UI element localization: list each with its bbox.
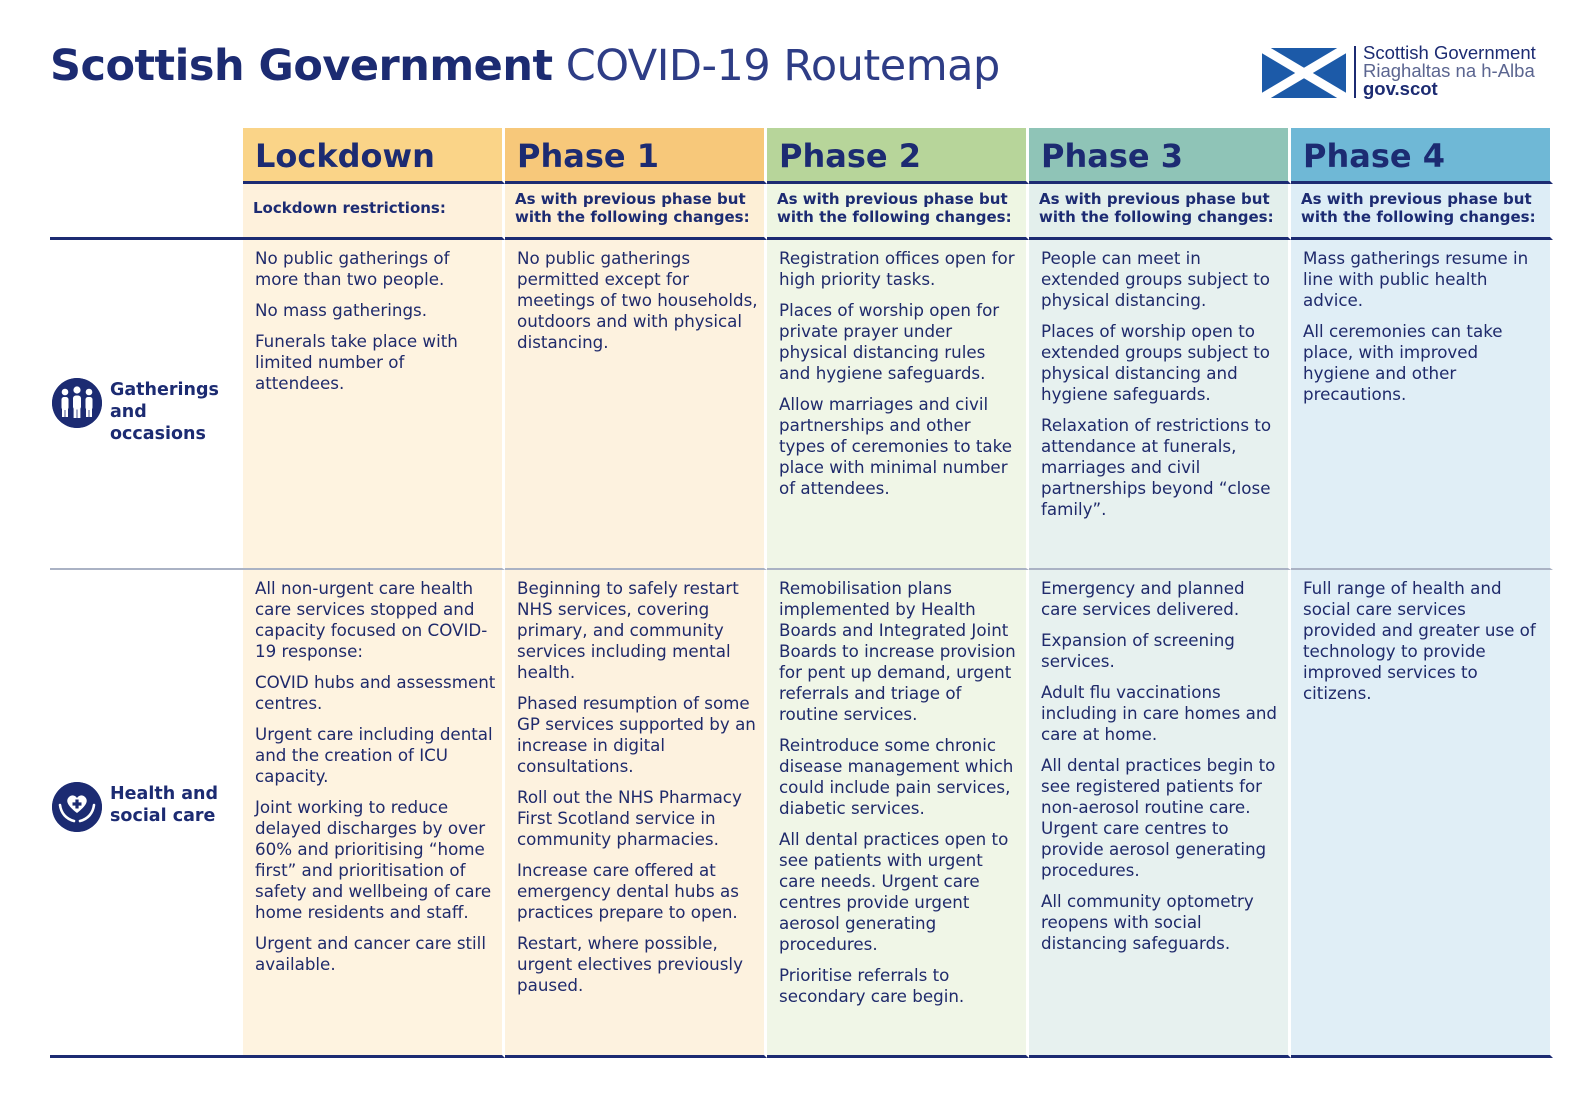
cell-text: Places of worship open to extended groups subject to physical distancing and hygiene safeguards. [1041, 321, 1270, 404]
phase-header-phase-3: Phase 3 [1029, 128, 1291, 184]
cell-health-lockdown [243, 570, 505, 1058]
phase-header-phase-2: Phase 2 [767, 128, 1029, 184]
category-label-gatherings: Gatherings and occasions [110, 380, 219, 444]
logo-divider [1354, 46, 1356, 98]
page-title [50, 40, 1000, 92]
cell-text: No mass gatherings. [255, 300, 428, 320]
category-label-health: Health and social care [110, 784, 219, 826]
cell-text: Relaxation of restrictions to attendance at funerals, marriages and civil partnerships beyond “close family”. [1041, 415, 1272, 519]
logo-text [1363, 44, 1536, 98]
routemap-table [50, 128, 1553, 1058]
category-health [50, 570, 243, 1058]
cell-gatherings-phase-1 [505, 240, 767, 570]
cell-text: No public gatherings permitted except for meetings of two households, outdoors and with physical distancing. [517, 248, 758, 352]
cell-text: Roll out the NHS Pharmacy First Scotland service in community pharmacies. [517, 787, 742, 849]
phase-subtitle-phase-1: As with previous phase but with the following changes: [505, 184, 767, 240]
cell-text: Prioritise referrals to secondary care begin. [779, 965, 965, 1006]
cell-text: COVID hubs and assessment centres. [255, 672, 496, 713]
cell-text: Places of worship open for private prayer under physical distancing rules and hygiene safeguards. [779, 300, 1000, 383]
cell-text: Reintroduce some chronic disease management which could include pain services, diabetic services. [779, 735, 1014, 818]
cell-text: No public gatherings of more than two people. [255, 248, 450, 289]
cell-text: Full range of health and social care services provided and greater use of technology to provide improved services to citizens. [1303, 578, 1536, 703]
phase-subtitle-lockdown: Lockdown restrictions: [243, 184, 505, 240]
cell-health-phase-1 [505, 570, 767, 1058]
cell-text: Allow marriages and civil partnerships and other types of ceremonies to take place with minimal number of attendees. [779, 394, 1012, 498]
phase-header-phase-4: Phase 4 [1291, 128, 1553, 184]
phase-subtitle-phase-2: As with previous phase but with the following changes: [767, 184, 1029, 240]
phase-header-lockdown: Lockdown [243, 128, 505, 184]
cell-text: Phased resumption of some GP services supported by an increase in digital consultations. [517, 693, 756, 776]
title-regular: COVID-19 Routemap [565, 41, 1000, 91]
logo-line-2: Riaghaltas na h-Alba [1363, 60, 1535, 81]
people-group-icon [52, 378, 102, 428]
cell-text: Expansion of screening services. [1041, 630, 1235, 671]
cell-text: Adult flu vaccinations including in care homes and care at home. [1041, 682, 1277, 744]
cell-health-phase-3 [1029, 570, 1291, 1058]
cell-text: Urgent and cancer care still available. [255, 933, 486, 974]
cell-gatherings-phase-2 [767, 240, 1029, 570]
cell-text: Joint working to reduce delayed discharges by over 60% and prioritising “home first” and prioritisation of safety and wellbeing of care home residents and staff. [255, 797, 492, 922]
cell-text: Beginning to safely restart NHS services, covering primary, and community services including mental health. [517, 578, 739, 682]
header-spacer [50, 128, 243, 184]
cell-text: All community optometry reopens with social distancing safeguards. [1041, 891, 1254, 953]
cell-text: All non-urgent care health care services stopped and capacity focused on COVID-19 response: [255, 578, 488, 661]
cell-gatherings-phase-4 [1291, 240, 1553, 570]
cell-text: Remobilisation plans implemented by Health Boards and Integrated Joint Boards to increase provision for pent up demand, urgent referrals and triage of routine services. [779, 578, 1016, 724]
cell-gatherings-phase-3 [1029, 240, 1291, 570]
cell-text: All ceremonies can take place, with improved hygiene and other precautions. [1303, 321, 1503, 404]
phase-subtitle-phase-4: As with previous phase but with the following changes: [1291, 184, 1553, 240]
cell-gatherings-lockdown [243, 240, 505, 570]
cell-text: Restart, where possible, urgent electives previously paused. [517, 933, 743, 995]
subtitle-spacer [50, 184, 243, 240]
cell-text: Registration offices open for high priority tasks. [779, 248, 1015, 289]
cell-text: Emergency and planned care services delivered. [1041, 578, 1245, 619]
category-gatherings [50, 240, 243, 570]
scottish-government-logo [1262, 44, 1562, 100]
cell-text: Increase care offered at emergency dental hubs as practices prepare to open. [517, 860, 739, 922]
cell-text: All dental practices open to see patients with urgent care needs. Urgent care centres provide urgent aerosol generating procedures. [779, 829, 1009, 954]
cell-text: All dental practices begin to see registered patients for non-aerosol routine care. Urgent care centres to provide aerosol generating procedures. [1041, 755, 1276, 880]
cell-text: Urgent care including dental and the creation of ICU capacity. [255, 724, 493, 786]
title-bold: Scottish Government [50, 41, 553, 91]
heart-hands-icon [52, 782, 102, 832]
phase-header-phase-1: Phase 1 [505, 128, 767, 184]
cell-health-phase-2 [767, 570, 1029, 1058]
logo-line-3: gov.scot [1363, 78, 1438, 99]
cell-text: Mass gatherings resume in line with public health advice. [1303, 248, 1529, 310]
phase-subtitle-phase-3: As with previous phase but with the following changes: [1029, 184, 1291, 240]
cell-text: People can meet in extended groups subject to physical distancing. [1041, 248, 1270, 310]
cell-text: Funerals take place with limited number of attendees. [255, 331, 458, 393]
saltire-flag-icon [1262, 48, 1346, 98]
logo-line-1: Scottish Government [1363, 42, 1536, 63]
cell-health-phase-4 [1291, 570, 1553, 1058]
